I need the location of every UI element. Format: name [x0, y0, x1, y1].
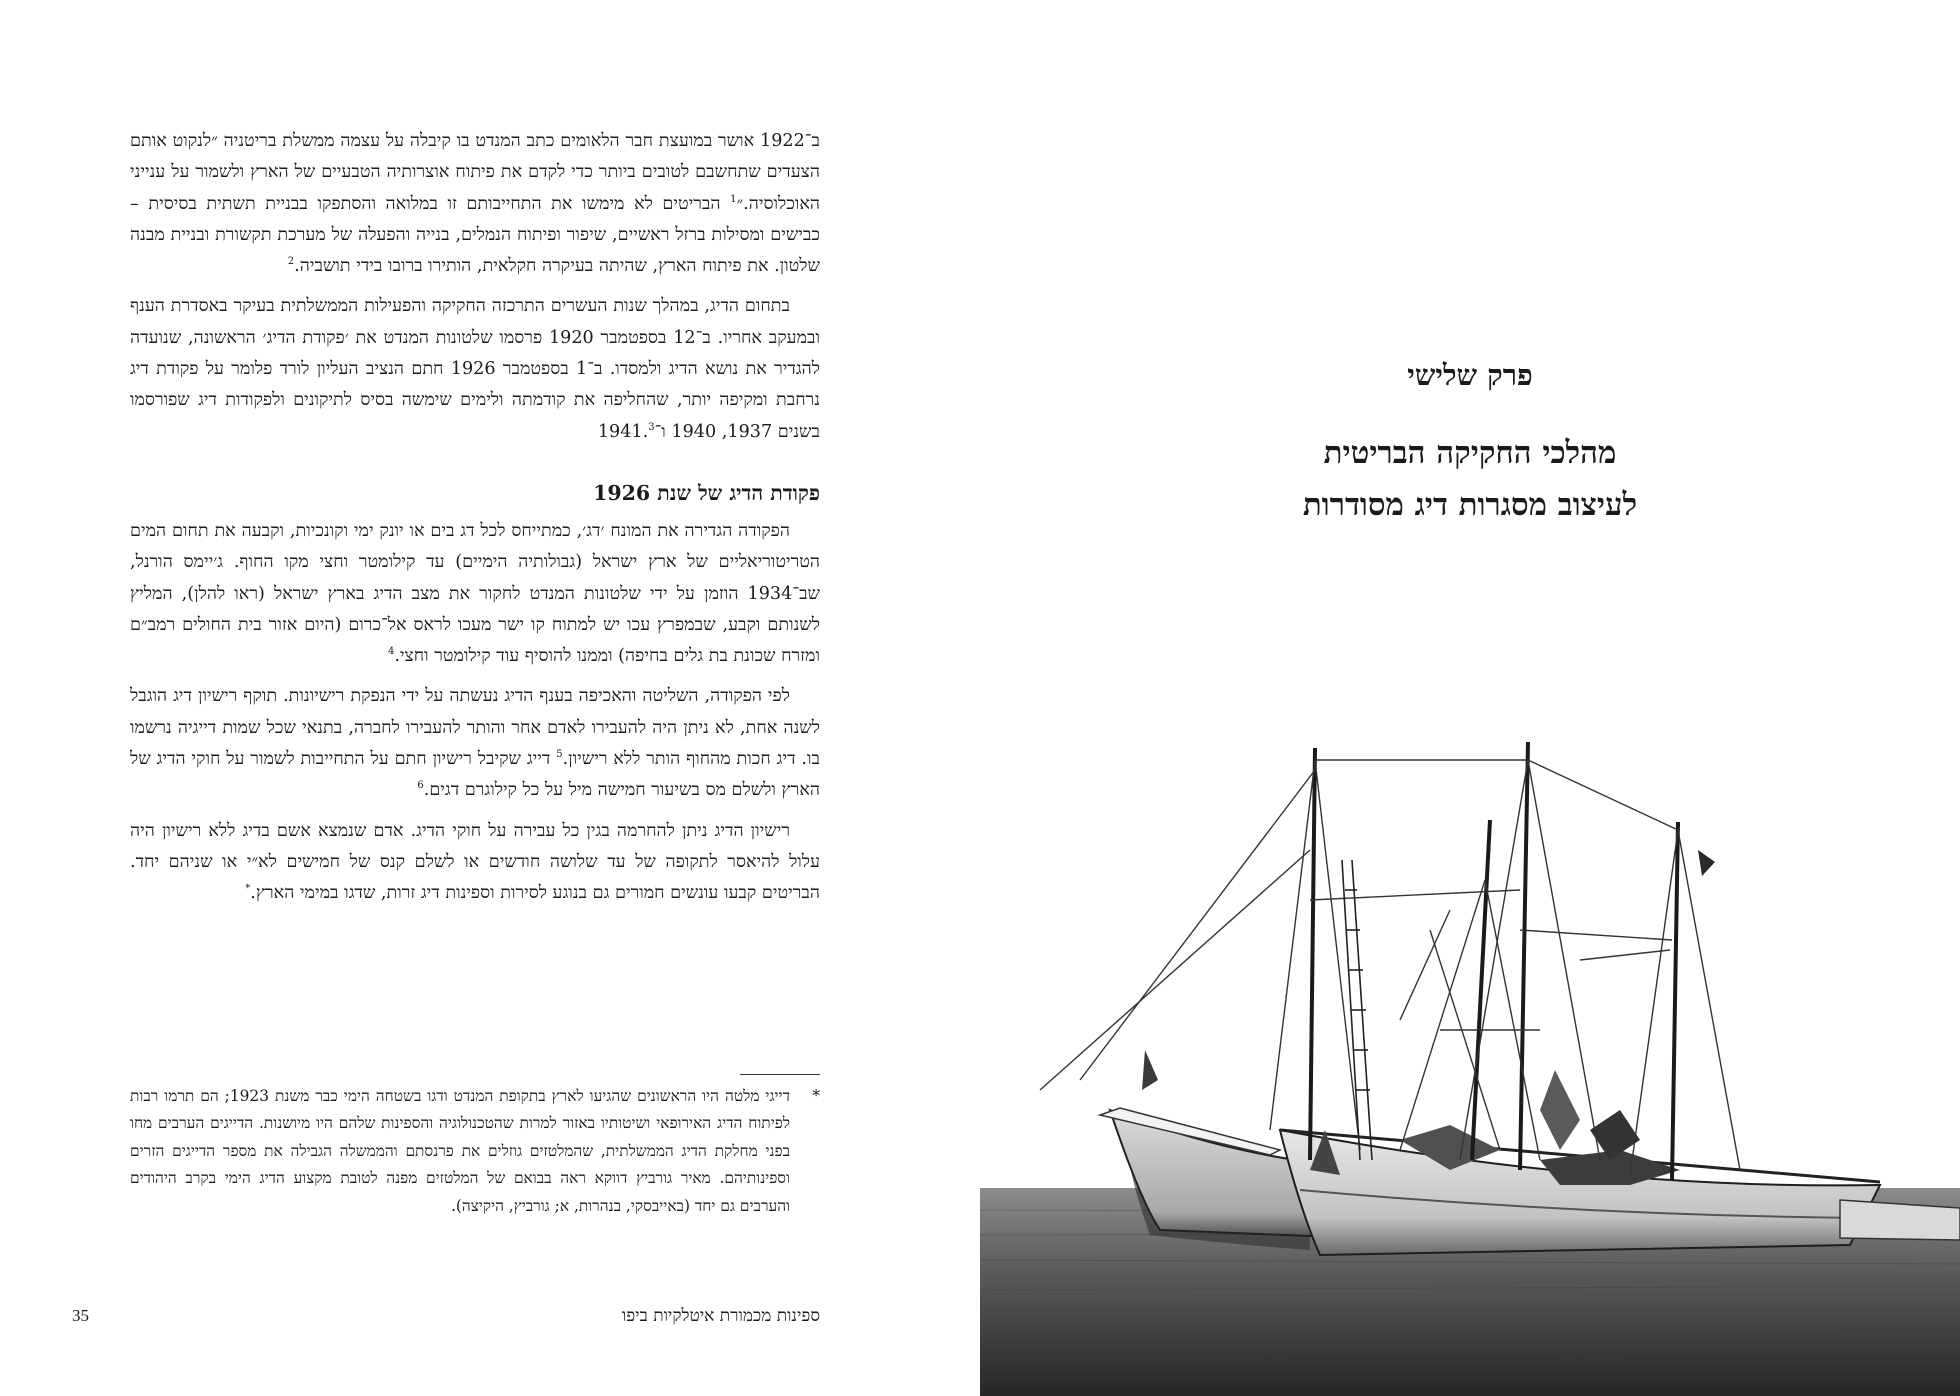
page-number: 35 [72, 1306, 89, 1325]
footnote-ref-1[interactable]: 1 [730, 193, 737, 205]
footnote-ref-2[interactable]: 2 [287, 256, 295, 268]
footnote-ref-5[interactable]: 5 [556, 749, 563, 761]
paragraph-penalties: רישיון הדיג ניתן להחרמה בגין כל עבירה על חוקי הדיג. אדם שנמצא אשם בדיג ללא רישיון היה עלול להיאסר לתקופה של עד שלושה חודשים או לשלם קנס של חמישים לא״י או שניהם יחד. הבריטים קבעו עונשים חמורים גם בנוגע לסירות וספינות דיג זרות, שדגו במימי הארץ.* [130, 820, 820, 904]
chapter-title-line-1: מהלכי החקיקה הבריטית [1323, 435, 1617, 471]
footnote-ref-asterisk[interactable]: * [245, 883, 251, 895]
footnote-mark: * [812, 1087, 820, 1105]
footnote-ref-4[interactable]: 4 [387, 646, 395, 658]
chapter-number: פרק שלישי [1407, 358, 1533, 392]
chapter-heading [980, 355, 1960, 531]
paragraph-ordinance-definition: הפקודה הגדירה את המונח ׳דג׳, כמתייחס לכל דג בים או יונק ימי וקונכיות, וקבעה את תחום המים הטריטוריאליים של ארץ ישראל (גבולותיה הימיים) עד קילומטר וחצי מקו החוף. ג׳יימס הורנל, שב־1934 הוזמן על ידי שלטונות המנדט לחקור את מצב הדיג בארץ ישראל (ראו להלן), המליץ לשנותם וקבע, שבמפרץ עכו יש למתוח קו ישר מעכו לראס אל־כרום (היום אזור בית החולים רמב״ם ומזרח שכונת בת גלים בחיפה) וממנו להוסיף עוד קילומטר וחצי.$^4$ [130, 520, 820, 667]
footnote-ref-6[interactable]: 6 [417, 780, 424, 792]
footnote-text: דייגי מלטה היו הראשונים שהגיעו לארץ בתקופת המנדט ודגו בשטחה הימי כבר משנת 1923; הם תרמו רבות לפיתוח הדיג האירופאי ושיטותיו באזור למרות שהטכנולוגיה והספינות שלהם היו מיושנות. הדייגים הערבים מחו בפני מחלקת הדיג הממשלתית, שהמלטזים גוזלים את פרנסתם והממשלה הגבילה את מספר הדייגים הזרים וספינותיהם. מאיר גורביץ דווקא ראה בבואם של המלטזים מפנה לטובת מקצוע הדיג הימי בקרב היהודים והערבים גם יחד (באייבסקי, בנהרות, א; גורביץ, היקיצה). [130, 1087, 790, 1215]
running-title: ספינות מכמורת איטלקיות ביפו [621, 1306, 820, 1326]
chapter-title-line-2: לעיצוב מסגרות דיג מסודרות [1302, 487, 1638, 523]
paragraph-licenses: לפי הפקודה, השליטה והאכיפה בענף הדיג נעשתה על ידי הנפקת רישיונות. תוקף רישיון דיג הוגבל לשנה אחת, לא ניתן היה להעבירו לאדם אחר והותר להעבירו לחברה, בתנאי שכל שמות דייגיה נרשמו בו. דיג חכות מהחוף הותר ללא רישיון.$^5$ דייג שקיבל רישיון חתם על התחייבות לשמור על חוקי הדיג של הארץ ולשלם מס בשיעור חמישה מיל על כל קילוגרם דגים.$^6$ [130, 686, 820, 801]
body-text [130, 126, 820, 919]
right-page [980, 0, 1960, 1396]
section-heading: פקודת הדיג של שנת 1926 [593, 480, 820, 505]
paragraph-fishing-legislation: בתחום הדיג, במהלך שנות העשרים התרכזה החקיקה והפעילות הממשלתית בעיקר באסדרת הענף ובמעקב אחריו. ב־12 בספטמבר 1920 פרסמו שלטונות המנדט את ׳פקודת הדיג׳ הראשונה, שנועדה להגדיר את נושא הדיג ולמסדו. ב־1 בספטמבר 1926 חתם הנציב העליון לורד פלומר על פקודת דיג נרחבת ומקיפה יותר, שהחליפה את קודמתה ולימים שימשה בסיס לתיקונים ולפקודות דיג שפורסמו בשנים 1937, 1940 ו־1941.$^3$ [130, 296, 820, 442]
paragraph-mandate: ב־1922 אושר במועצת חבר הלאומים כתב המנדט בו קיבלה על עצמה ממשלת בריטניה ״לנקוט אותם הצעדים שתחשבם לטובים ביותר כדי לקדם את פיתוח אוצרותיה הטבעיים של הארץ ולשמור על ענייני האוכלוסיה.״$^1$ הבריטים לא מימשו את התחייבותם זו במלואה והסתפקו בבניית תשתית בסיסית – כבישים ומסילות ברזל ראשיים, שיפור ופיתוח הנמלים, בנייה והפעלה של מערכת תקשורת ובניית מבנה שלטון. את פיתוח הארץ, שהיתה בעיקרה חקלאית, הותירו ברובו בידי תושביה.$^2$ [130, 131, 820, 277]
footnotes [130, 1083, 820, 1220]
sailing-ship-photo [980, 730, 1960, 1396]
footnote-divider [740, 1074, 820, 1075]
footnote-ref-3[interactable]: 3 [648, 421, 655, 433]
footnote-asterisk [130, 1083, 820, 1220]
